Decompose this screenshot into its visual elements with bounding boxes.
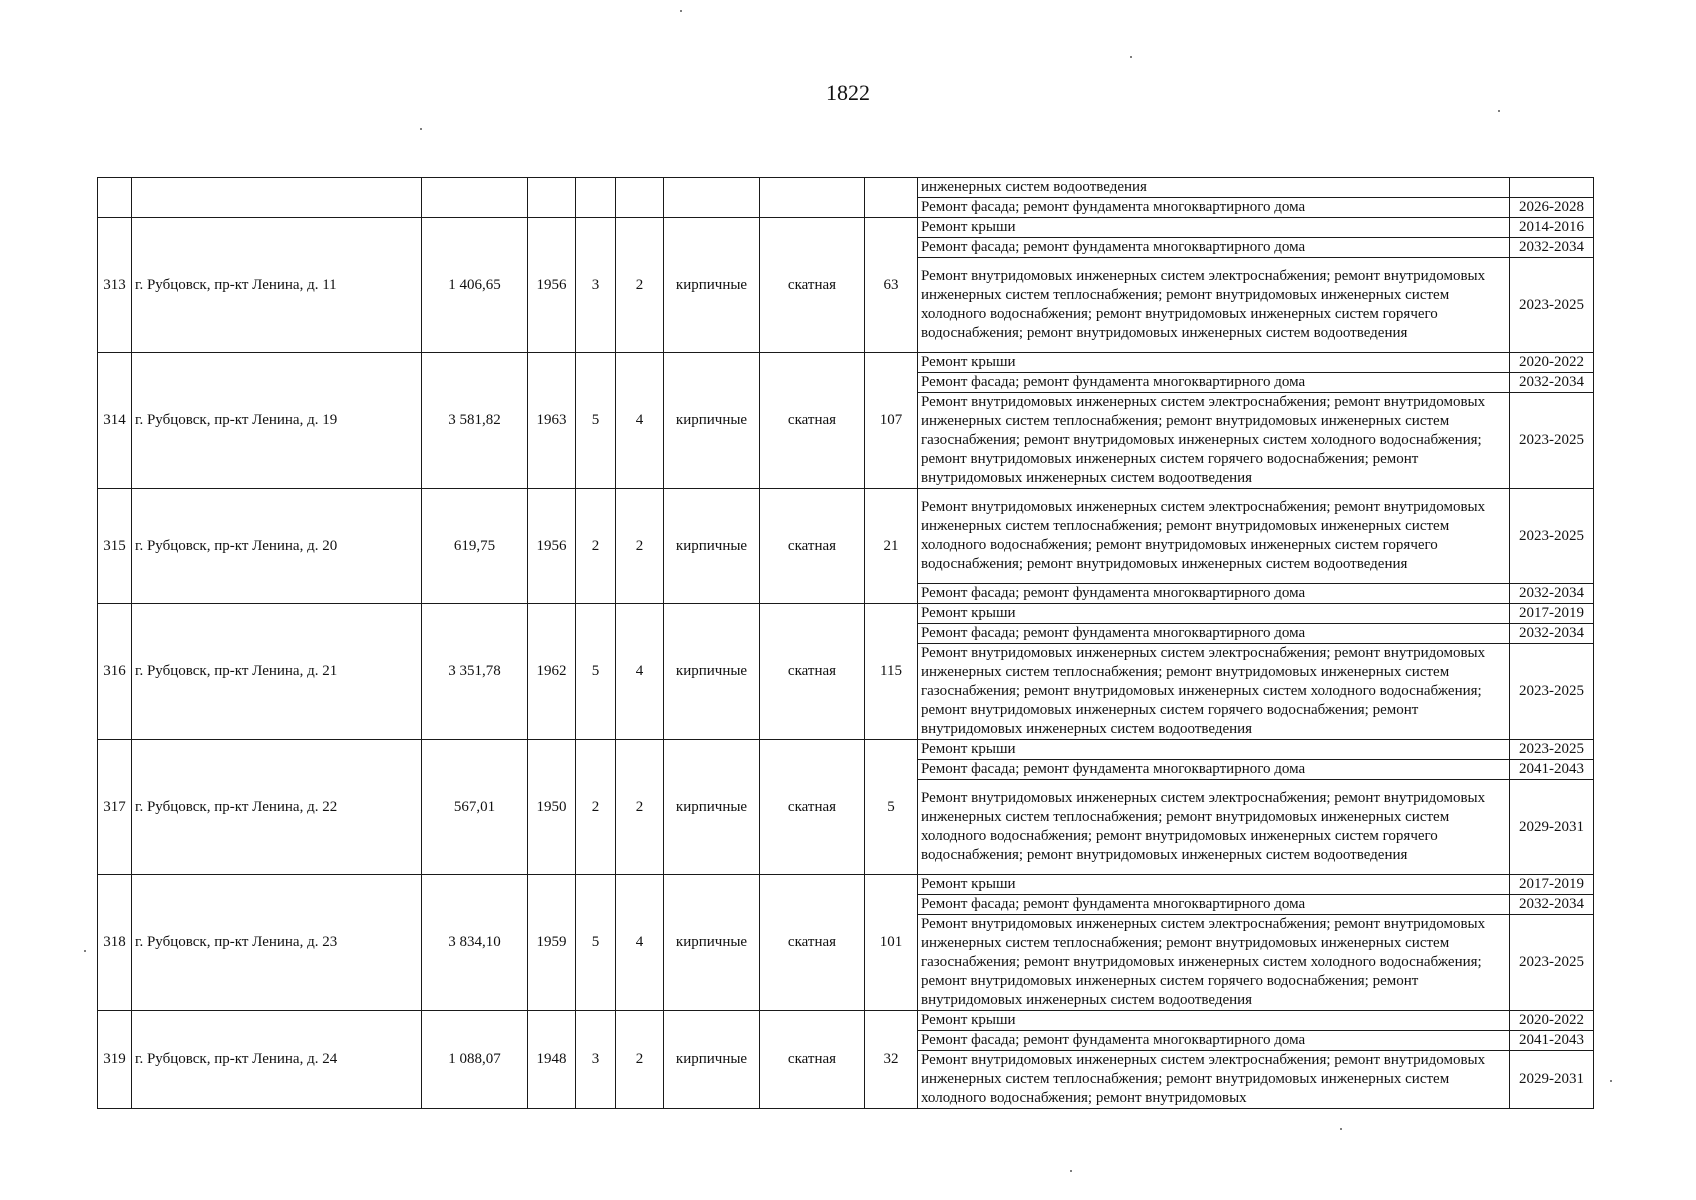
work-cell: Ремонт фасада; ремонт фундамента многоквартирного дома — [918, 584, 1510, 604]
entrances-cell: 4 — [616, 353, 664, 489]
scan-speck — [1610, 1080, 1612, 1082]
row-number-cell: 313 — [98, 218, 132, 353]
residents-cell: 101 — [865, 875, 918, 1011]
floors-cell: 3 — [576, 1011, 616, 1109]
entrances-cell: 2 — [616, 489, 664, 604]
work-cell: Ремонт фасада; ремонт фундамента многоквартирного дома — [918, 238, 1510, 258]
area-cell: 3 834,10 — [422, 875, 528, 1011]
floors-cell: 2 — [576, 489, 616, 604]
period-cell: 2032-2034 — [1510, 895, 1594, 915]
year-cell: 1956 — [528, 489, 576, 604]
period-cell: 2023-2025 — [1510, 915, 1594, 1011]
entrances-cell: 2 — [616, 1011, 664, 1109]
work-cell: Ремонт внутридомовых инженерных систем электроснабжения; ремонт внутридомовых инженерных систем теплоснабжения; ремонт внутридомовых инженерных систем холодного водоснабжения; ремонт внутридомовых инженерных систем горячего водоснабжения; ремонт внутридомовых инженерных систем водоотведения — [918, 780, 1510, 875]
roof-type-cell: скатная — [760, 604, 865, 740]
period-cell: 2032-2034 — [1510, 238, 1594, 258]
period-cell: 2020-2022 — [1510, 1011, 1594, 1031]
work-cell: Ремонт внутридомовых инженерных систем электроснабжения; ремонт внутридомовых инженерных систем теплоснабжения; ремонт внутридомовых инженерных систем холодного водоснабжения; ремонт внутридомовых — [918, 1051, 1510, 1109]
period-cell: 2032-2034 — [1510, 624, 1594, 644]
work-cell: Ремонт крыши — [918, 218, 1510, 238]
table-row — [98, 740, 1594, 760]
work-cell: Ремонт крыши — [918, 740, 1510, 760]
period-cell: 2023-2025 — [1510, 740, 1594, 760]
scan-speck — [84, 950, 86, 952]
capital-repair-table — [97, 177, 1594, 1109]
residents-cell: 63 — [865, 218, 918, 353]
scan-speck — [1498, 110, 1500, 112]
residents-cell: 32 — [865, 1011, 918, 1109]
period-cell: 2041-2043 — [1510, 760, 1594, 780]
work-cell: Ремонт фасада; ремонт фундамента многоквартирного дома — [918, 198, 1510, 218]
work-cell: Ремонт внутридомовых инженерных систем электроснабжения; ремонт внутридомовых инженерных систем теплоснабжения; ремонт внутридомовых инженерных систем газоснабжения; ремонт внутридомовых инженерных систем холодного водоснабжения; ремонт внутридомовых инженерных систем горячего водоснабжения; ремонт внутридомовых инженерных систем водоотведения — [918, 644, 1510, 740]
table-row — [98, 353, 1594, 373]
work-cell: Ремонт крыши — [918, 604, 1510, 624]
work-cell: Ремонт крыши — [918, 353, 1510, 373]
period-cell — [1510, 178, 1594, 198]
period-cell: 2023-2025 — [1510, 489, 1594, 584]
area-cell: 3 351,78 — [422, 604, 528, 740]
roof-type-cell: скатная — [760, 875, 865, 1011]
table-row — [98, 218, 1594, 238]
roof-type-cell: скатная — [760, 489, 865, 604]
address-cell: г. Рубцовск, пр-кт Ленина, д. 21 — [132, 604, 422, 740]
work-cell: инженерных систем водоотведения — [918, 178, 1510, 198]
area-cell: 1 406,65 — [422, 218, 528, 353]
year-cell: 1962 — [528, 604, 576, 740]
period-cell: 2023-2025 — [1510, 393, 1594, 489]
work-cell: Ремонт фасада; ремонт фундамента многоквартирного дома — [918, 1031, 1510, 1051]
scan-speck — [1070, 1170, 1072, 1172]
entrances-cell: 4 — [616, 875, 664, 1011]
area-cell: 1 088,07 — [422, 1011, 528, 1109]
wall-material-cell: кирпичные — [664, 489, 760, 604]
wall-material-cell: кирпичные — [664, 740, 760, 875]
period-cell: 2014-2016 — [1510, 218, 1594, 238]
row-number-cell: 314 — [98, 353, 132, 489]
floors-cell: 5 — [576, 875, 616, 1011]
residents-cell: 115 — [865, 604, 918, 740]
entrances-cell: 2 — [616, 740, 664, 875]
floors-cell: 3 — [576, 218, 616, 353]
period-cell: 2017-2019 — [1510, 875, 1594, 895]
wall-material-cell: кирпичные — [664, 875, 760, 1011]
period-cell: 2017-2019 — [1510, 604, 1594, 624]
table-body — [98, 178, 1594, 1109]
residents-cell: 107 — [865, 353, 918, 489]
entrances-cell: 4 — [616, 604, 664, 740]
work-cell: Ремонт фасада; ремонт фундамента многоквартирного дома — [918, 895, 1510, 915]
period-cell: 2029-2031 — [1510, 780, 1594, 875]
wall-material-cell: кирпичные — [664, 353, 760, 489]
work-cell: Ремонт крыши — [918, 875, 1510, 895]
work-cell: Ремонт внутридомовых инженерных систем электроснабжения; ремонт внутридомовых инженерных систем теплоснабжения; ремонт внутридомовых инженерных систем газоснабжения; ремонт внутридомовых инженерных систем холодного водоснабжения; ремонт внутридомовых инженерных систем горячего водоснабжения; ремонт внутридомовых инженерных систем водоотведения — [918, 915, 1510, 1011]
wall-material-cell: кирпичные — [664, 1011, 760, 1109]
floors-cell: 5 — [576, 604, 616, 740]
period-cell: 2026-2028 — [1510, 198, 1594, 218]
residents-cell: 5 — [865, 740, 918, 875]
area-cell: 3 581,82 — [422, 353, 528, 489]
address-cell: г. Рубцовск, пр-кт Ленина, д. 23 — [132, 875, 422, 1011]
row-number-cell: 317 — [98, 740, 132, 875]
work-cell: Ремонт внутридомовых инженерных систем электроснабжения; ремонт внутридомовых инженерных систем теплоснабжения; ремонт внутридомовых инженерных систем холодного водоснабжения; ремонт внутридомовых инженерных систем горячего водоснабжения; ремонт внутридомовых инженерных систем водоотведения — [918, 489, 1510, 584]
work-cell: Ремонт фасада; ремонт фундамента многоквартирного дома — [918, 760, 1510, 780]
entrances-cell: 2 — [616, 218, 664, 353]
work-cell: Ремонт фасада; ремонт фундамента многоквартирного дома — [918, 373, 1510, 393]
roof-type-cell: скатная — [760, 353, 865, 489]
year-cell: 1948 — [528, 1011, 576, 1109]
period-cell: 2032-2034 — [1510, 373, 1594, 393]
scan-speck — [1130, 56, 1132, 58]
period-cell: 2032-2034 — [1510, 584, 1594, 604]
work-cell: Ремонт крыши — [918, 1011, 1510, 1031]
period-cell: 2041-2043 — [1510, 1031, 1594, 1051]
year-cell: 1959 — [528, 875, 576, 1011]
year-cell: 1950 — [528, 740, 576, 875]
work-cell: Ремонт фасада; ремонт фундамента многоквартирного дома — [918, 624, 1510, 644]
scan-speck — [1340, 1128, 1342, 1130]
scan-speck — [680, 10, 682, 12]
page-number: 1822 — [826, 80, 870, 105]
roof-type-cell: скатная — [760, 740, 865, 875]
work-cell: Ремонт внутридомовых инженерных систем электроснабжения; ремонт внутридомовых инженерных систем теплоснабжения; ремонт внутридомовых инженерных систем газоснабжения; ремонт внутридомовых инженерных систем холодного водоснабжения; ремонт внутридомовых инженерных систем горячего водоснабжения; ремонт внутридомовых инженерных систем водоотведения — [918, 393, 1510, 489]
row-number-cell: 315 — [98, 489, 132, 604]
address-cell: г. Рубцовск, пр-кт Ленина, д. 19 — [132, 353, 422, 489]
address-cell: г. Рубцовск, пр-кт Ленина, д. 11 — [132, 218, 422, 353]
roof-type-cell: скатная — [760, 218, 865, 353]
floors-cell: 2 — [576, 740, 616, 875]
table-row — [98, 1011, 1594, 1031]
area-cell: 619,75 — [422, 489, 528, 604]
period-cell: 2029-2031 — [1510, 1051, 1594, 1109]
floors-cell: 5 — [576, 353, 616, 489]
row-number-cell: 316 — [98, 604, 132, 740]
period-cell: 2023-2025 — [1510, 644, 1594, 740]
roof-type-cell: скатная — [760, 1011, 865, 1109]
residents-cell: 21 — [865, 489, 918, 604]
address-cell: г. Рубцовск, пр-кт Ленина, д. 24 — [132, 1011, 422, 1109]
row-number-cell: 319 — [98, 1011, 132, 1109]
address-cell: г. Рубцовск, пр-кт Ленина, д. 22 — [132, 740, 422, 875]
period-cell: 2023-2025 — [1510, 258, 1594, 353]
table-row — [98, 604, 1594, 624]
area-cell: 567,01 — [422, 740, 528, 875]
table-row — [98, 875, 1594, 895]
table-row — [98, 178, 1594, 198]
table-row — [98, 489, 1594, 584]
scan-speck — [420, 128, 422, 130]
wall-material-cell: кирпичные — [664, 218, 760, 353]
work-cell: Ремонт внутридомовых инженерных систем электроснабжения; ремонт внутридомовых инженерных систем теплоснабжения; ремонт внутридомовых инженерных систем холодного водоснабжения; ремонт внутридомовых инженерных систем горячего водоснабжения; ремонт внутридомовых инженерных систем водоотведения — [918, 258, 1510, 353]
year-cell: 1956 — [528, 218, 576, 353]
period-cell: 2020-2022 — [1510, 353, 1594, 373]
wall-material-cell: кирпичные — [664, 604, 760, 740]
address-cell: г. Рубцовск, пр-кт Ленина, д. 20 — [132, 489, 422, 604]
year-cell: 1963 — [528, 353, 576, 489]
row-number-cell: 318 — [98, 875, 132, 1011]
